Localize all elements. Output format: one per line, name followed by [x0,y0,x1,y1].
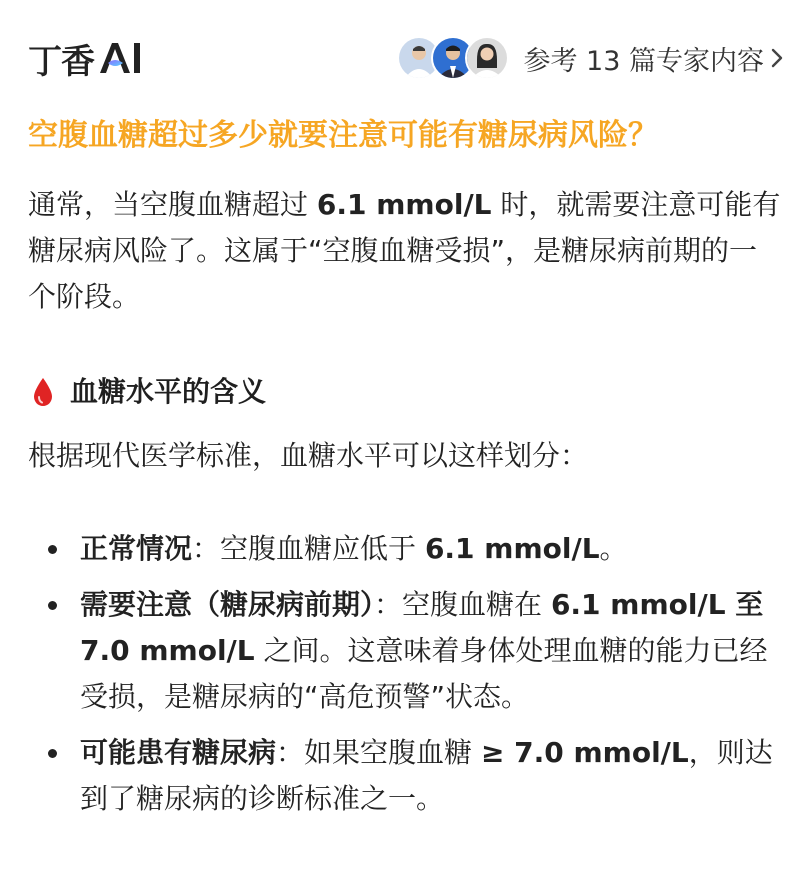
level-value: ≥ 7.0 mmol/L [480,736,689,769]
level-sep: ： [276,736,305,769]
level-text: 至 [725,588,764,621]
expert-avatar-3 [465,36,509,80]
logo-text: 丁香 [28,41,94,82]
section-heading [28,372,784,412]
level-term: 需要注意（糖尿病前期） [80,588,375,621]
list-item [28,582,784,720]
bullet-dot [48,601,57,610]
logo-ai-mark [96,41,146,75]
answer-text-pre: 通常，当空腹血糖超过 [28,188,317,221]
level-value: 6.1 mmol/L [550,588,726,621]
level-term: 正常情况 [80,532,193,565]
answer-paragraph [28,182,784,320]
references-label: 参考 13 篇专家内容 [523,45,764,77]
level-text: 如果空腹血糖 [304,736,481,769]
header [28,0,784,116]
answer-text-post: 时，就需要注意可能有糖尿病风险了。这属于“空腹血糖受损”，是糖尿病前期的一个阶段。 [28,188,781,313]
bullet-dot [48,749,57,758]
level-text: 空腹血糖应低于 [220,532,425,565]
level-value: 6.1 mmol/L [424,532,600,565]
chevron-right-icon [770,46,784,70]
question-title: 空腹血糖超过多少就要注意可能有糖尿病风险？ [28,118,658,153]
level-sep: ： [374,588,403,621]
level-text: ，则达到了糖尿病的诊断标准之一。 [80,736,773,815]
level-text: 之间。这意味着身体处理血糖的能力已经受损，是糖尿病的“高危预警”状态。 [80,634,768,713]
expert-avatars [397,36,509,80]
ai-sparkle-icon [96,41,146,75]
level-sep: ： [192,532,221,565]
expert-references-link[interactable] [397,36,784,80]
level-text: 空腹血糖在 [402,588,551,621]
list-item [28,730,784,822]
bullet-dot [48,545,57,554]
answer-value: 6.1 mmol/L [316,188,492,221]
level-term: 可能患有糖尿病 [80,736,277,769]
glucose-levels-list [28,526,784,822]
section-intro: 根据现代医学标准，血糖水平可以这样划分： [28,439,589,472]
blood-drop-icon [32,377,54,407]
section-title: 血糖水平的含义 [70,375,267,408]
level-text: 。 [599,532,628,565]
list-item [28,526,784,572]
level-value: 7.0 mmol/L [80,634,255,667]
dingxiang-ai-logo[interactable] [28,34,146,83]
